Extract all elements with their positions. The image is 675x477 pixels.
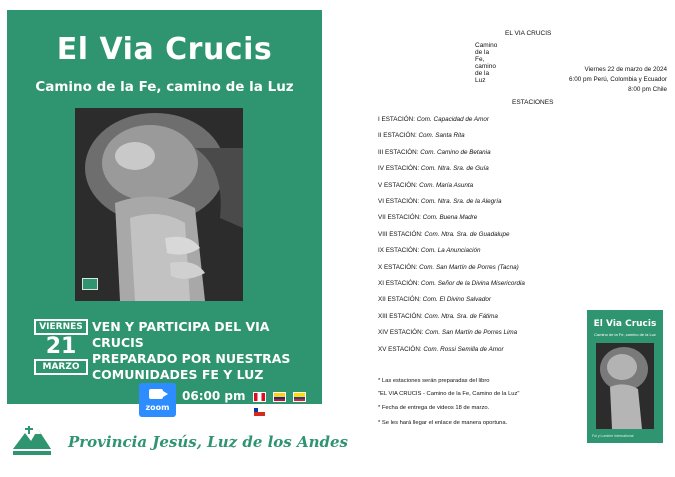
invite-line: COMUNIDADES FE Y LUZ xyxy=(92,367,264,382)
poster xyxy=(7,10,322,418)
note: * Las estaciones serán preparadas del libro xyxy=(378,378,490,384)
date-month: MARZO xyxy=(34,359,88,375)
time-row-1 xyxy=(182,389,306,404)
zoom-icon xyxy=(139,383,176,417)
doc-subtitle: Camino de la Fe, camino de la Luz xyxy=(475,42,498,84)
book-cover xyxy=(587,310,663,443)
station-label: VII ESTACIÓN: xyxy=(378,214,421,222)
station-community: Com. Señor de la Divina Misericordia xyxy=(420,280,525,287)
invite-line: PREPARADO POR NUESTRAS xyxy=(92,351,291,366)
date-day: 21 xyxy=(45,334,77,359)
station-community: Com. Capacidad de Amor xyxy=(416,116,489,123)
badge-icon xyxy=(82,278,98,290)
station-community: Com. Ntra. Sra. de la Alegría xyxy=(420,198,502,205)
cover-publisher: Foi y Lumière International xyxy=(592,434,634,438)
invite-line: VEN Y PARTICIPA DEL VIA CRUCIS xyxy=(92,319,270,350)
doc-time-1: 6:00 pm Perú, Colombia y Ecuador xyxy=(568,76,667,83)
station-label: IX ESTACIÓN: xyxy=(378,247,420,255)
time-1: 06:00 pm xyxy=(182,389,246,403)
peru-flag-icon xyxy=(253,392,266,402)
station-community: Com. Ntra. Sra. de Fátima xyxy=(424,312,498,320)
station-community: Com. Camino de Betania xyxy=(420,148,491,156)
station-community: Com. La Anunciación xyxy=(420,247,481,255)
cover-photo xyxy=(596,343,654,429)
chile-flag-icon xyxy=(253,407,266,417)
station-label: XI ESTACIÓN: xyxy=(378,280,420,287)
station-label: XV ESTACIÓN: xyxy=(378,345,422,353)
station-label: V ESTACIÓN: xyxy=(378,181,418,189)
doc-time-2: 8:00 pm Chile xyxy=(628,86,667,93)
date-box xyxy=(34,319,88,377)
poster-subtitle: Camino de la Fe, camino de la Luz xyxy=(35,79,294,95)
station-row xyxy=(378,182,473,189)
station-label: II ESTACIÓN: xyxy=(378,132,417,140)
station-label: I ESTACIÓN: xyxy=(378,116,415,123)
station-row xyxy=(378,264,519,271)
station-community: Com. Buena Madre xyxy=(422,214,478,222)
station-community: Com. San Martín de Porres (Tacna) xyxy=(419,263,519,271)
camera-icon xyxy=(149,389,163,399)
station-row xyxy=(378,165,489,172)
station-community: Com. Ntra. Sra. de Guía xyxy=(420,165,489,173)
invite-text xyxy=(92,319,317,383)
note: * Se les hará llegar el enlace de manera oportuna. xyxy=(378,420,508,426)
sculpture-photo xyxy=(75,108,243,301)
station-label: III ESTACIÓN: xyxy=(378,148,419,156)
station-row xyxy=(378,313,498,320)
station-row xyxy=(378,198,502,205)
note: * Fecha de entrega de videos 18 de marzo. xyxy=(378,405,490,411)
station-row xyxy=(378,346,504,353)
ecuador-flag-icon xyxy=(293,392,306,402)
station-label: X ESTACIÓN: xyxy=(378,263,418,271)
cover-title: El Via Crucis xyxy=(593,319,657,329)
station-row xyxy=(378,329,517,336)
station-label: VIII ESTACIÓN: xyxy=(378,230,423,238)
station-community: Com. San Martín de Porres Lima xyxy=(425,329,518,337)
station-community: Com. Ntra. Sra. de Guadalupe xyxy=(424,230,510,238)
station-row xyxy=(378,149,491,156)
mountain-logo-icon xyxy=(11,423,53,461)
note: "EL VIA CRUCIS - Camino de la Fe, Camino de la Luz" xyxy=(378,391,520,397)
schedule-times xyxy=(182,389,306,419)
station-row xyxy=(378,132,465,139)
doc-date: Viernes 22 de marzo de 2024 xyxy=(584,66,667,73)
time-row-2 xyxy=(182,404,306,419)
station-community: Com. El Divino Salvador xyxy=(422,296,491,304)
station-row xyxy=(378,247,481,254)
station-label: XIV ESTACIÓN: xyxy=(378,329,424,337)
station-row xyxy=(378,116,489,123)
station-community: Com. María Asunta xyxy=(419,181,474,189)
doc-title: EL VIA CRUCIS xyxy=(505,30,552,37)
station-row xyxy=(378,280,525,287)
station-community: Com. Santa Rita xyxy=(418,132,465,140)
colombia-flag-icon xyxy=(273,392,286,402)
time-2: 08:00 pm xyxy=(182,404,246,418)
station-row xyxy=(378,214,477,221)
station-row xyxy=(378,296,491,303)
station-row xyxy=(378,231,509,238)
station-label: XIII ESTACIÓN: xyxy=(378,312,423,320)
stations-heading: ESTACIONES xyxy=(512,99,554,106)
station-label: IV ESTACIÓN: xyxy=(378,165,420,173)
cover-subtitle: Camino de la Fe, camino de la Luz xyxy=(594,332,656,337)
station-label: XII ESTACIÓN: xyxy=(378,296,421,304)
station-community: Com. Rossi Semilla de Amor xyxy=(423,345,504,353)
station-label: VI ESTACIÓN: xyxy=(378,198,420,205)
province-name: Provincia Jesús, Luz de los Andes xyxy=(68,433,348,451)
poster-title: El Via Crucis xyxy=(56,32,273,67)
zoom-label: zoom xyxy=(145,403,170,412)
date-weekday: VIERNES xyxy=(34,319,88,335)
